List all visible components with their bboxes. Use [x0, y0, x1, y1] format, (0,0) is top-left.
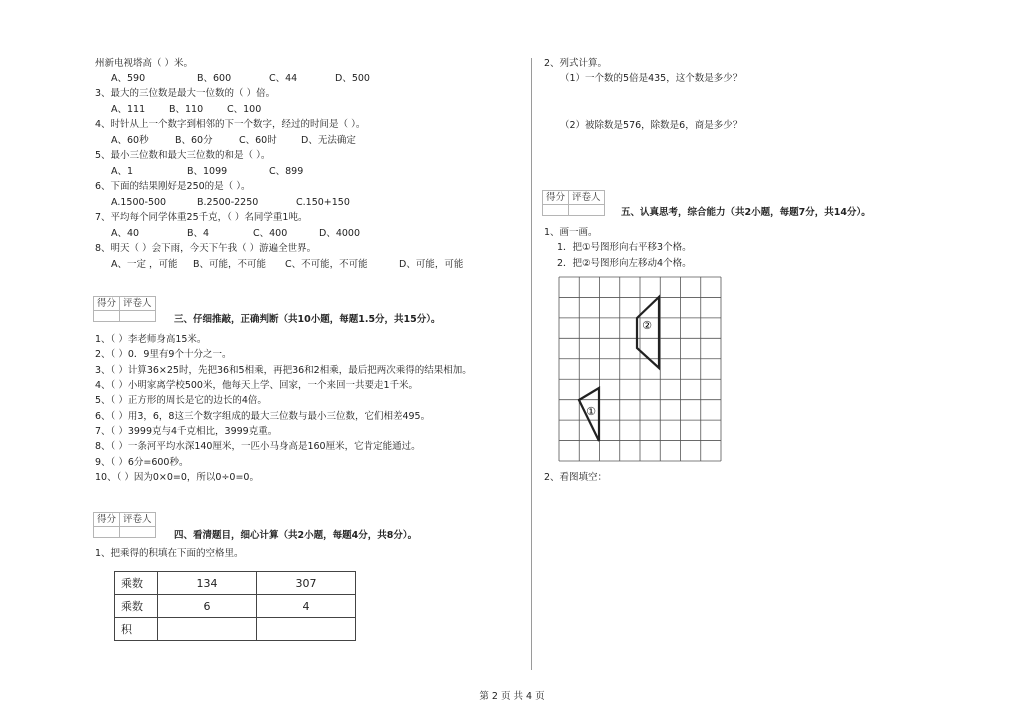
- score-cell: [94, 311, 120, 322]
- q5: 5、最小三位数和最大三位数的和是（ ）。: [95, 150, 271, 161]
- option: A.1500-500: [111, 197, 167, 208]
- judge-item: 8、（ ）一条河平均水深140厘米，一匹小马身高是160厘米，它肯定能通过。: [95, 441, 421, 452]
- option: C、44: [269, 73, 298, 84]
- option: D、可能，可能: [399, 259, 464, 270]
- grid-lines: [559, 277, 721, 461]
- table-cell: 134: [158, 572, 257, 595]
- judge-item: 6、（ ）用3，6，8这三个数字组成的最大三位数与最小三位数，它们相差495。: [95, 411, 431, 422]
- judge-item: 3、（ ）计算36×25时，先把36和5相乘，再把36和2相乘，最后把两次乘得的结果相加。: [95, 365, 472, 376]
- option: C、60时: [239, 135, 277, 146]
- q5-options: [111, 166, 303, 178]
- grader-cell: [120, 311, 156, 322]
- option: D、4000: [319, 228, 360, 239]
- score-label: 得分: [94, 513, 120, 527]
- answer-cell[interactable]: [158, 618, 257, 641]
- right-q1-1: 1．把①号图形向右平移3个格。: [557, 242, 692, 253]
- judge-item: 7、（ ）3999克与4千克相比，3999克重。: [95, 426, 278, 437]
- multiplication-table: [114, 571, 356, 641]
- option: B、1099: [187, 166, 228, 177]
- option: B.2500-2250: [197, 197, 259, 208]
- score-label: 得分: [94, 297, 120, 311]
- q2-options: [111, 73, 370, 85]
- score-cell: [543, 205, 569, 216]
- section5-title: 五、认真思考，综合能力（共2小题，每题7分，共14分）。: [621, 207, 871, 218]
- grader-cell: [120, 527, 156, 538]
- option: C.150+150: [296, 197, 350, 208]
- option: C、899: [269, 166, 304, 177]
- option: D、500: [335, 73, 370, 84]
- score-box-section5: [542, 190, 605, 216]
- score-box-section3: [93, 296, 156, 322]
- option: A、40: [111, 228, 140, 239]
- row-header: 乘数: [115, 572, 158, 595]
- table-row: [115, 618, 356, 641]
- q8: 8、明天（ ）会下雨，今天下午我（ ）游遍全世界。: [95, 243, 317, 254]
- score-box-section4: [93, 512, 156, 538]
- option: A、60秒: [111, 135, 149, 146]
- option: A、111: [111, 104, 146, 115]
- judge-item: 5、（ ）正方形的周长是它的边长的4倍。: [95, 395, 267, 406]
- judge-item: 9、（ ）6分=600秒。: [95, 457, 189, 468]
- grader-cell: [569, 205, 605, 216]
- row-header: 乘数: [115, 595, 158, 618]
- table-row: [115, 595, 356, 618]
- table-cell: 307: [257, 572, 356, 595]
- option: A、一定 ，可能: [111, 259, 178, 270]
- table-cell: 4: [257, 595, 356, 618]
- shape2-label: ②: [642, 319, 652, 332]
- answer-cell[interactable]: [257, 618, 356, 641]
- right-q1: 1、画一画。: [544, 227, 598, 238]
- section4-title: 四、看清题目，细心计算（共2小题，每题4分，共8分）。: [174, 530, 418, 541]
- q6: 6、下面的结果刚好是250的是（ ）。: [95, 181, 251, 192]
- q8-options: [111, 259, 463, 271]
- grader-label: 评卷人: [120, 513, 156, 527]
- judge-item: 1、（ ）李老师身高15米。: [95, 334, 207, 345]
- shape1-label: ①: [586, 405, 596, 418]
- option: B、可能，不可能: [193, 259, 267, 270]
- q3-options: [111, 104, 261, 116]
- option: B、600: [197, 73, 232, 84]
- column-divider: [531, 58, 532, 670]
- q4: 4、时针从上一个数字到相邻的下一个数字，经过的时间是（ ）。: [95, 119, 366, 130]
- option: A、590: [111, 73, 146, 84]
- q7: 7、平均每个同学体重25千克，（ ）名同学重1吨。: [95, 212, 308, 223]
- option: A、1: [111, 166, 134, 177]
- q4-options: [111, 135, 356, 147]
- score-label: 得分: [543, 191, 569, 205]
- row-header: 积: [115, 618, 158, 641]
- right-q2b: 2、看图填空：: [544, 472, 608, 483]
- option: C、100: [227, 104, 262, 115]
- judge-item: 10、（ ）因为0×0=0，所以0÷0=0。: [95, 472, 259, 483]
- table-cell: 6: [158, 595, 257, 618]
- right-q2-1: （1）一个数的5倍是435，这个数是多少？: [560, 73, 743, 84]
- right-q2: 2、列式计算。: [544, 58, 608, 69]
- option: D、无法确定: [301, 135, 356, 146]
- table-row: [115, 572, 356, 595]
- q7-options: [111, 228, 360, 240]
- section3-title: 三、仔细推敲，正确判断（共10小题，每题1.5分，共15分）。: [174, 314, 441, 325]
- judge-item: 4、（ ）小明家离学校500米，他每天上学、回家，一个来回一共要走1千米。: [95, 380, 418, 391]
- option: C、400: [253, 228, 288, 239]
- page-footer: 第 2 页 共 4 页: [479, 691, 545, 702]
- drawing-grid[interactable]: [558, 276, 722, 462]
- right-q1-2: 2．把②号图形向左移动4个格。: [557, 258, 692, 269]
- option: B、4: [187, 228, 210, 239]
- judge-item: 2、（ ）0．9里有9个十分之一。: [95, 349, 232, 360]
- q3: 3、最大的三位数是最大一位数的（ ）倍。: [95, 88, 276, 99]
- option: B、110: [169, 104, 204, 115]
- grader-label: 评卷人: [120, 297, 156, 311]
- right-q2-2: （2）被除数是576，除数是6，商是多少？: [560, 120, 743, 131]
- score-cell: [94, 527, 120, 538]
- option: C、不可能，不可能: [285, 259, 368, 270]
- q2-tail: 州新电视塔高（ ）米。: [95, 58, 194, 69]
- q6-options: [111, 197, 350, 209]
- section4-q1: 1、把乘得的积填在下面的空格里。: [95, 548, 244, 559]
- grader-label: 评卷人: [569, 191, 605, 205]
- option: B、60分: [175, 135, 213, 146]
